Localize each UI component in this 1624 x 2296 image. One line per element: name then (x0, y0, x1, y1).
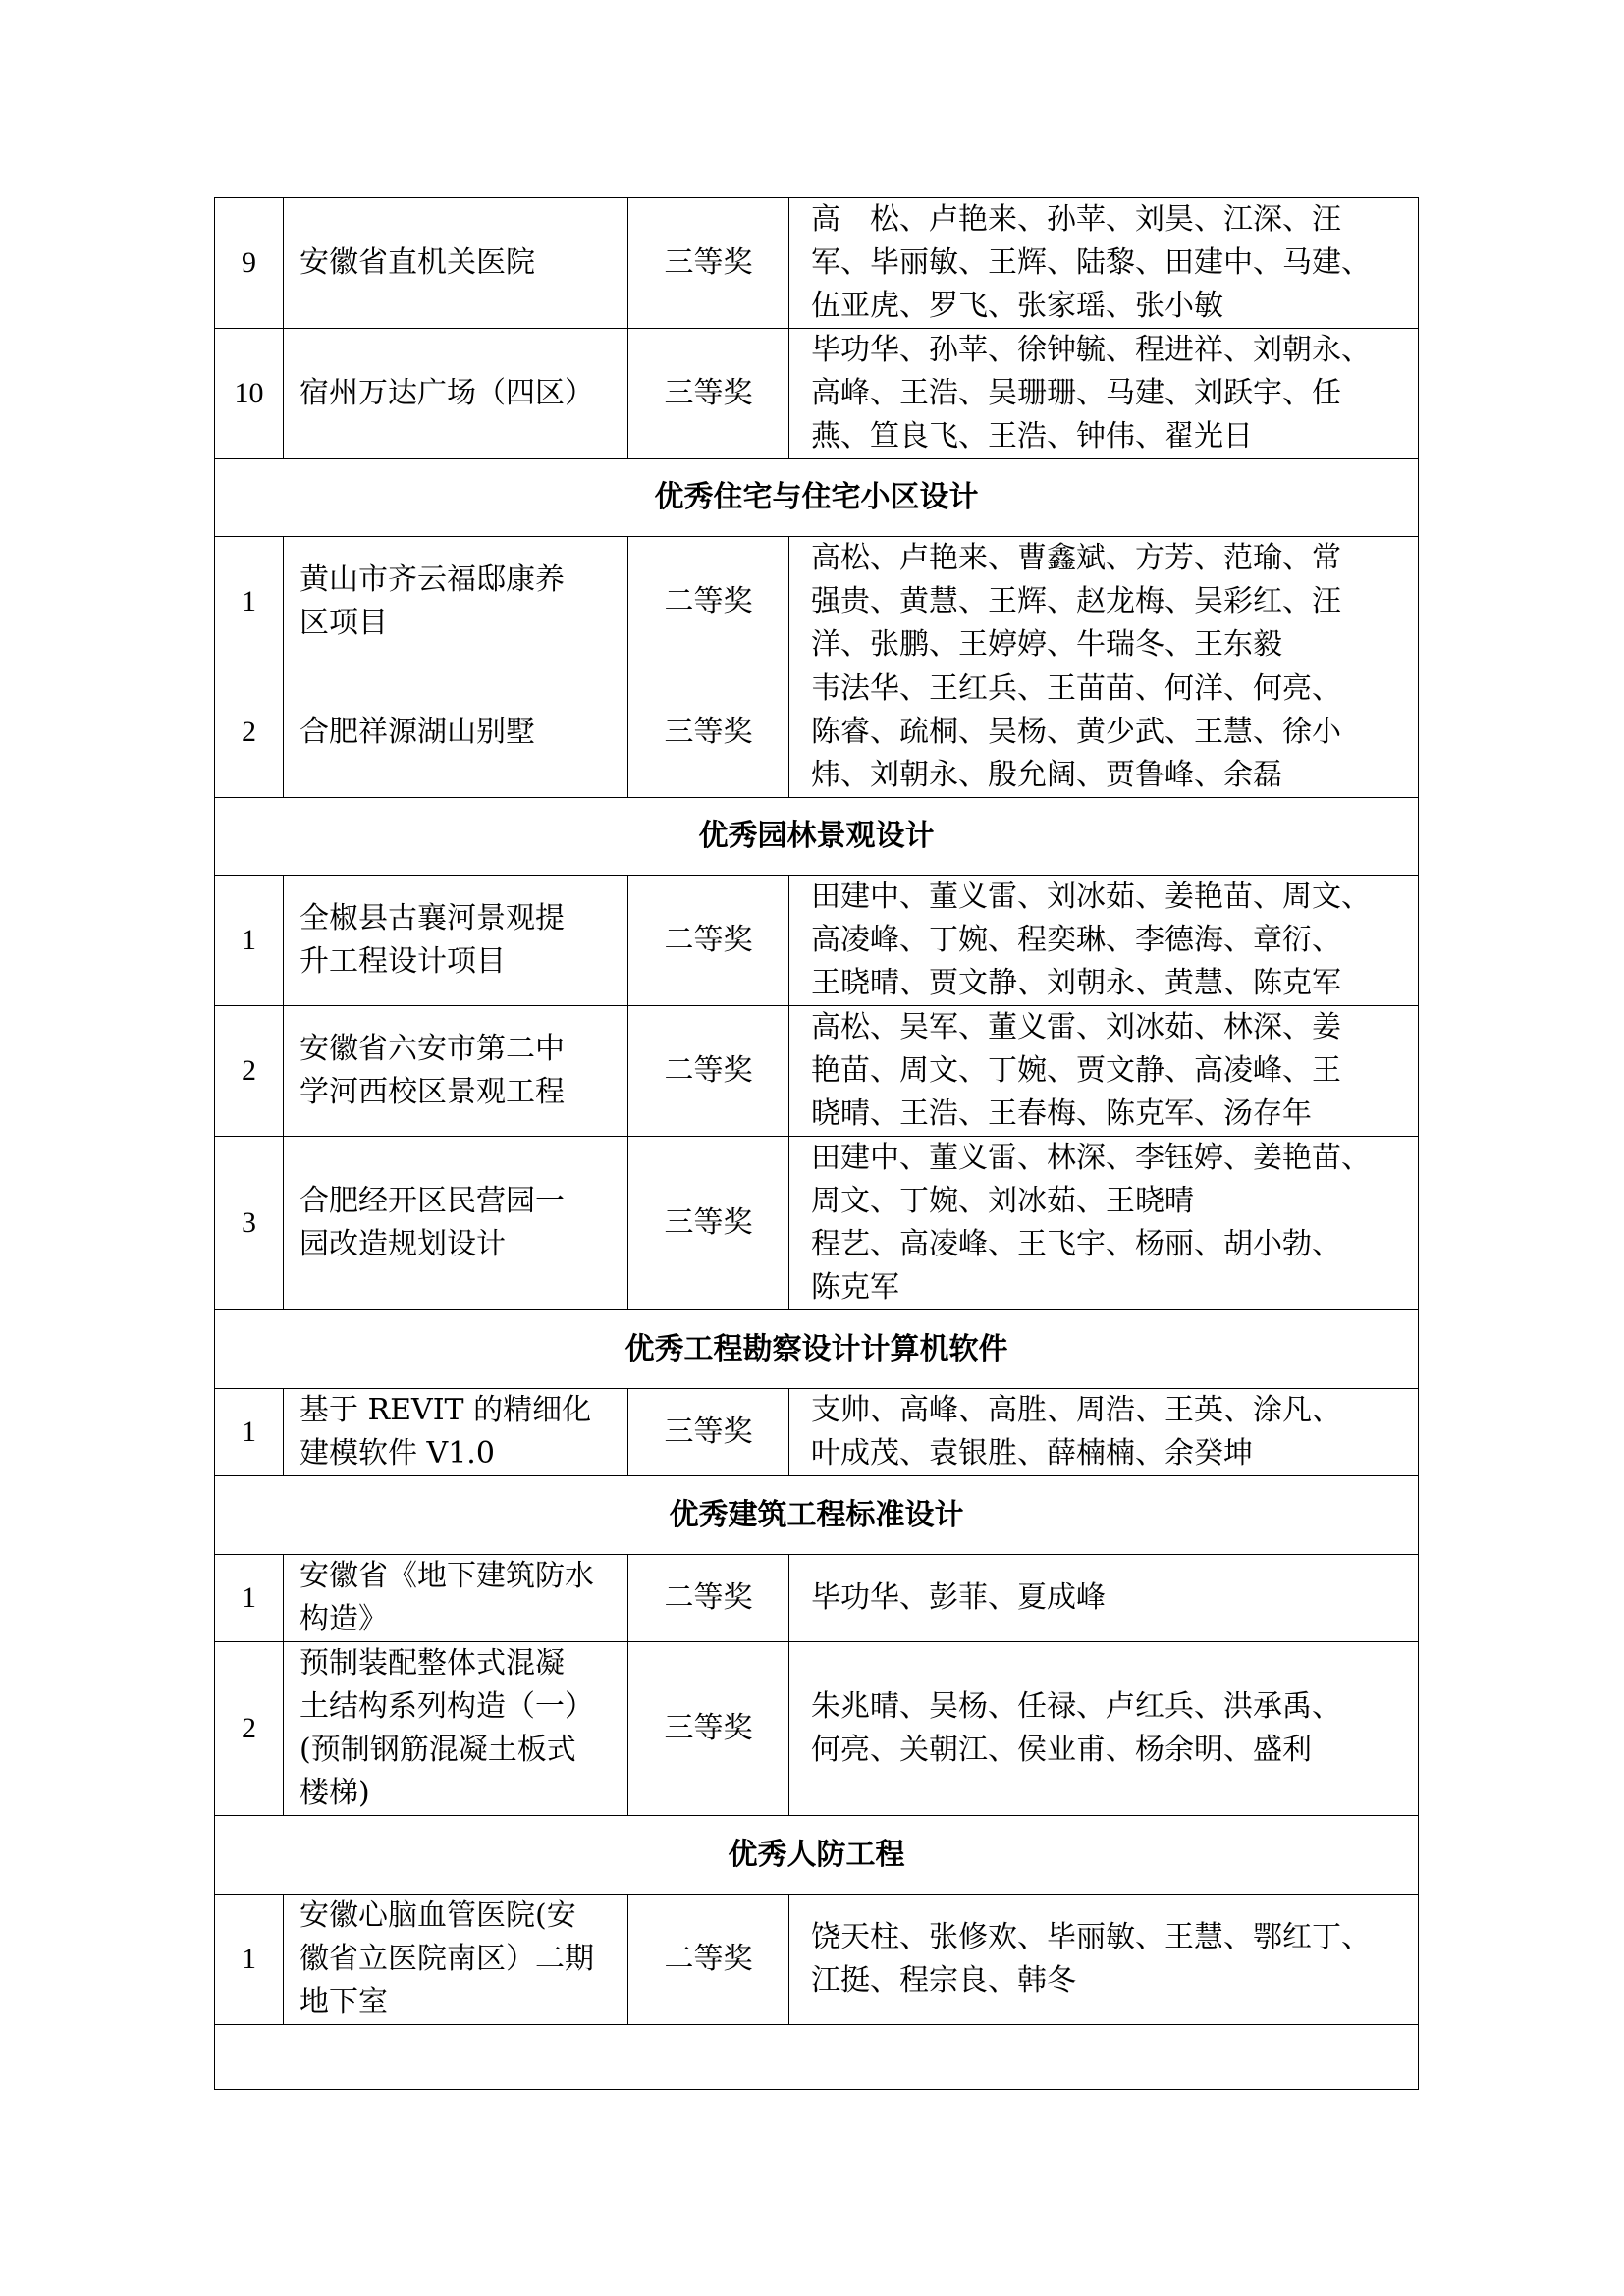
section-title: 优秀工程勘察设计计算机软件 (215, 1310, 1419, 1389)
project-name-line: 升工程设计项目 (299, 944, 506, 979)
team-members-line: 燕、笪良飞、王浩、钟伟、翟光日 (811, 419, 1253, 454)
project-name (284, 1555, 628, 1642)
award-level: 二等奖 (628, 1555, 789, 1642)
team-members (789, 1006, 1419, 1137)
row-number: 1 (215, 1555, 284, 1642)
row-number: 10 (215, 329, 284, 459)
project-name-line: 黄山市齐云福邸康养 (299, 562, 565, 597)
team-members-line: 程艺、高凌峰、王飞宇、杨丽、胡小勃、 (811, 1227, 1341, 1261)
project-name (284, 198, 628, 329)
section-title: 优秀住宅与住宅小区设计 (215, 459, 1419, 537)
award-level: 三等奖 (628, 1642, 789, 1816)
award-level: 三等奖 (628, 329, 789, 459)
team-members-line: 韦法华、王红兵、王苗苗、何洋、何亮、 (811, 671, 1341, 706)
table-row (215, 1006, 1419, 1137)
section-title: 优秀人防工程 (215, 1816, 1419, 1895)
project-name-line: 土结构系列构造（一） (299, 1689, 594, 1724)
team-members-line: 叶成茂、袁银胜、薛楠楠、余癸坤 (811, 1436, 1253, 1470)
team-members-line: 高松、吴军、董义雷、刘冰茹、林深、姜 (811, 1010, 1341, 1044)
team-members (789, 1642, 1419, 1816)
team-members-line: 高峰、王浩、吴珊珊、马建、刘跃宇、任 (811, 376, 1341, 410)
project-name-line: 全椒县古襄河景观提 (299, 901, 565, 935)
team-members (789, 537, 1419, 667)
project-name-line: 安徽省六安市第二中 (299, 1032, 565, 1066)
table-row (215, 1137, 1419, 1310)
project-name (284, 329, 628, 459)
award-level: 二等奖 (628, 1895, 789, 2025)
table-row (215, 1895, 1419, 2025)
team-members-line: 高松、卢艳来、曹鑫斌、方芳、范瑜、常 (811, 541, 1341, 575)
section-header-row (215, 1816, 1419, 1895)
team-members (789, 329, 1419, 459)
award-level: 三等奖 (628, 198, 789, 329)
row-number: 1 (215, 537, 284, 667)
project-name-line: 学河西校区景观工程 (299, 1075, 565, 1109)
award-level: 二等奖 (628, 1006, 789, 1137)
team-members-line: 陈睿、疏桐、吴杨、黄少武、王慧、徐小 (811, 715, 1341, 749)
award-level: 三等奖 (628, 667, 789, 798)
section-header-row (215, 798, 1419, 876)
project-name-line: 安徽省《地下建筑防水 (299, 1559, 594, 1593)
row-number: 9 (215, 198, 284, 329)
team-members-line: 毕功华、孙苹、徐钟毓、程进祥、刘朝永、 (811, 333, 1371, 367)
award-level: 三等奖 (628, 1389, 789, 1476)
team-members-line: 毕功华、彭菲、夏成峰 (811, 1580, 1106, 1615)
row-number: 3 (215, 1137, 284, 1310)
team-members (789, 1555, 1419, 1642)
team-members-line: 伍亚虎、罗飞、张家瑶、张小敏 (811, 289, 1223, 323)
project-name (284, 1137, 628, 1310)
project-name-line: 地下室 (299, 1985, 388, 2019)
row-number: 1 (215, 1389, 284, 1476)
team-members-line: 艳苗、周文、丁婉、贾文静、高凌峰、王 (811, 1053, 1341, 1088)
project-name (284, 537, 628, 667)
project-name-line: 安徽心脑血管医院(安 (299, 1898, 576, 1933)
project-name-line: 基于 REVIT 的精细化 (299, 1393, 592, 1427)
team-members (789, 1389, 1419, 1476)
table-row (215, 667, 1419, 798)
team-members-line: 饶天柱、张修欢、毕丽敏、王慧、鄂红丁、 (811, 1920, 1371, 1954)
section-header-row (215, 1310, 1419, 1389)
team-members-line: 炜、刘朝永、殷允阔、贾鲁峰、余磊 (811, 758, 1282, 792)
team-members-line: 洋、张鹏、王婷婷、牛瑞冬、王东毅 (811, 627, 1282, 662)
team-members-line: 田建中、董义雷、林深、李钰婷、姜艳苗、 (811, 1141, 1371, 1175)
project-name-line: 楼梯) (299, 1776, 370, 1810)
project-name-line: 构造》 (299, 1602, 388, 1636)
project-name-line: 预制装配整体式混凝 (299, 1646, 565, 1681)
section-header-row (215, 459, 1419, 537)
section-title: 优秀园林景观设计 (215, 798, 1419, 876)
team-members (789, 1137, 1419, 1310)
project-name-line: 建模软件 V1.0 (299, 1436, 495, 1470)
project-name-line: 合肥经开区民营园一 (299, 1184, 565, 1218)
team-members-line: 陈克军 (811, 1270, 899, 1305)
team-members-line: 周文、丁婉、刘冰茹、王晓晴 (811, 1184, 1194, 1218)
team-members-line: 江挺、程宗良、韩冬 (811, 1963, 1076, 1998)
team-members-line: 高 松、卢艳来、孙苹、刘昊、江深、汪 (811, 202, 1341, 237)
team-members-line: 王晓晴、贾文静、刘朝永、黄慧、陈克军 (811, 966, 1341, 1000)
team-members (789, 198, 1419, 329)
project-name (284, 1006, 628, 1137)
project-name-line: 合肥祥源湖山别墅 (299, 715, 535, 749)
award-level: 三等奖 (628, 1137, 789, 1310)
team-members-line: 高凌峰、丁婉、程奕琳、李德海、章衍、 (811, 923, 1341, 957)
team-members (789, 876, 1419, 1006)
project-name-line: 安徽省直机关医院 (299, 245, 535, 280)
project-name-line: 园改造规划设计 (299, 1227, 506, 1261)
team-members-line: 支帅、高峰、高胜、周浩、王英、涂凡、 (811, 1393, 1341, 1427)
table-row (215, 1389, 1419, 1476)
project-name-line: 宿州万达广场（四区） (299, 376, 594, 410)
project-name-line: 区项目 (299, 606, 388, 640)
team-members-line: 田建中、董义雷、刘冰茹、姜艳苗、周文、 (811, 880, 1371, 914)
row-number: 2 (215, 1642, 284, 1816)
section-title: 优秀建筑工程标准设计 (215, 1476, 1419, 1555)
team-members (789, 667, 1419, 798)
empty-cell (215, 2025, 1419, 2090)
row-number: 1 (215, 876, 284, 1006)
team-members-line: 何亮、关朝江、侯业甫、杨余明、盛利 (811, 1733, 1312, 1767)
table-row (215, 1555, 1419, 1642)
team-members-line: 晓晴、王浩、王春梅、陈克军、汤存年 (811, 1096, 1312, 1131)
project-name (284, 1642, 628, 1816)
table-row (215, 198, 1419, 329)
table-row (215, 876, 1419, 1006)
project-name (284, 1895, 628, 2025)
award-level: 二等奖 (628, 876, 789, 1006)
table-row (215, 1642, 1419, 1816)
awards-document (214, 197, 1418, 2090)
team-members-line: 强贵、黄慧、王辉、赵龙梅、吴彩红、汪 (811, 584, 1341, 618)
project-name (284, 1389, 628, 1476)
team-members (789, 1895, 1419, 2025)
empty-row (215, 2025, 1419, 2090)
table-row (215, 329, 1419, 459)
team-members-line: 朱兆晴、吴杨、任禄、卢红兵、洪承禹、 (811, 1689, 1341, 1724)
team-members-line: 军、毕丽敏、王辉、陆黎、田建中、马建、 (811, 245, 1371, 280)
project-name (284, 876, 628, 1006)
award-level: 二等奖 (628, 537, 789, 667)
row-number: 1 (215, 1895, 284, 2025)
row-number: 2 (215, 667, 284, 798)
project-name-line: 徽省立医院南区）二期 (299, 1942, 594, 1976)
awards-table (214, 197, 1419, 2090)
table-row (215, 537, 1419, 667)
project-name (284, 667, 628, 798)
row-number: 2 (215, 1006, 284, 1137)
section-header-row (215, 1476, 1419, 1555)
project-name-line: (预制钢筋混凝土板式 (299, 1733, 576, 1767)
